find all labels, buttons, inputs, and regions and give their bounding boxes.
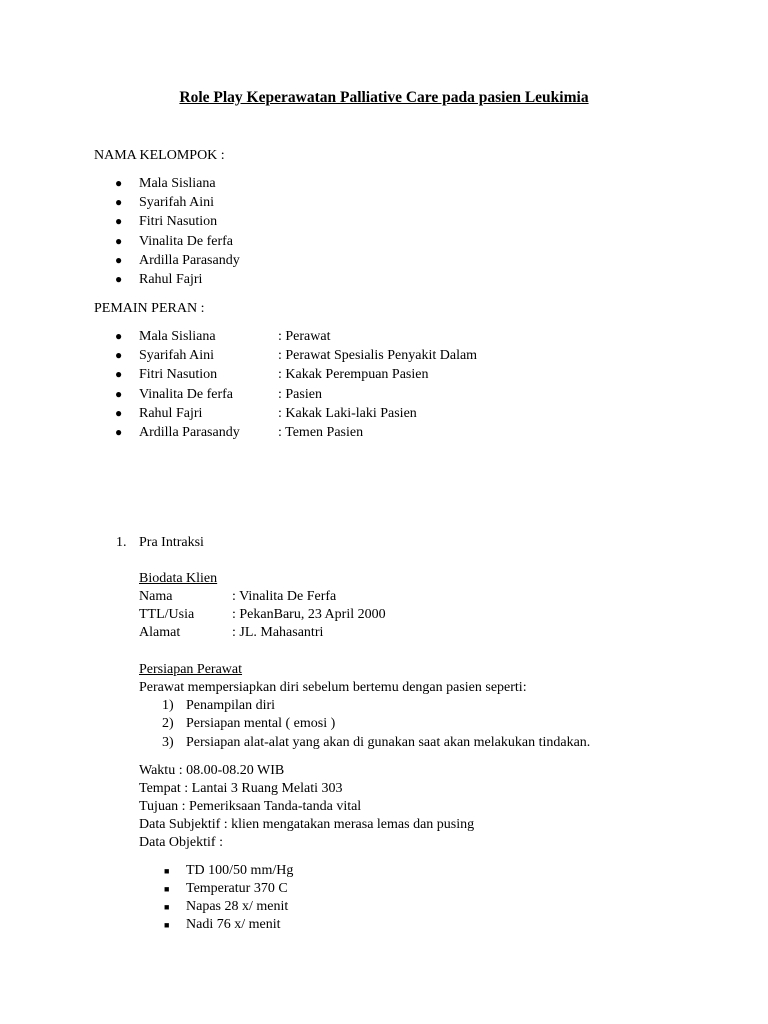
member-name: Ardilla Parasandy [139, 253, 240, 268]
player-name: Fitri Nasution [139, 367, 218, 382]
persiapan-heading [139, 660, 242, 679]
square-bullet-icon: ■ [164, 866, 170, 876]
square-bullet-icon: ■ [164, 902, 170, 912]
item-number: 3) [162, 735, 174, 750]
member-name: Rahul Fajri [139, 272, 203, 287]
player-role: : Perawat Spesialis Penyakit Dalam [278, 348, 478, 363]
bullet-dot-icon: ● [115, 329, 123, 343]
bullet-dot-icon: ● [115, 367, 123, 381]
player-name: Rahul Fajri [139, 406, 203, 421]
persiapan-heading-text: Persiapan Perawat [139, 662, 243, 677]
player-name: Syarifah Aini [139, 348, 215, 363]
member-name: Vinalita De ferfa [139, 234, 233, 249]
player-role: : Kakak Perempuan Pasien [278, 367, 429, 382]
bullet-dot-icon: ● [115, 406, 123, 420]
biodata-heading [139, 569, 217, 588]
pemain-heading: PEMAIN PERAN : [94, 301, 205, 316]
bullet-dot-icon: ● [115, 272, 123, 286]
biodata-label: TTL/Usia [139, 607, 195, 622]
bullet-dot-icon: ● [115, 387, 123, 401]
player-role: : Kakak Laki-laki Pasien [278, 406, 417, 421]
player-role: : Temen Pasien [278, 425, 364, 440]
member-name: Syarifah Aini [139, 195, 215, 210]
member-name: Fitri Nasution [139, 214, 218, 229]
item-text: Persiapan mental ( emosi ) [186, 716, 336, 731]
player-role: : Pasien [278, 387, 322, 402]
biodata-label: Alamat [139, 625, 181, 640]
vital-text: Temperatur 370 C [186, 881, 288, 896]
detail-tujuan: Tujuan : Pemeriksaan Tanda-tanda vital [139, 799, 362, 814]
vital-text: Napas 28 x/ menit [186, 899, 289, 914]
bullet-dot-icon: ● [115, 348, 123, 362]
player-name: Mala Sisliana [139, 329, 216, 344]
bullet-dot-icon: ● [115, 425, 123, 439]
biodata-label: Nama [139, 589, 173, 604]
biodata-value: : JL. Mahasantri [232, 625, 324, 640]
detail-data-objektif: Data Objektif : [139, 835, 223, 850]
vital-text: TD 100/50 mm/Hg [186, 863, 294, 878]
member-name: Mala Sisliana [139, 176, 216, 191]
document-title: Role Play Keperawatan Palliative Care pada pasien Leukimia [179, 89, 589, 106]
detail-waktu: Waktu : 08.00-08.20 WIB [139, 763, 285, 778]
item-number: 1) [162, 698, 174, 713]
biodata-value: : Vinalita De Ferfa [232, 589, 337, 604]
item-text: Penampilan diri [186, 698, 276, 713]
detail-tempat: Tempat : Lantai 3 Ruang Melati 303 [139, 781, 343, 796]
biodata-heading-text: Biodata Klien [139, 571, 218, 586]
section-heading: Pra Intraksi [139, 535, 204, 550]
square-bullet-icon: ■ [164, 920, 170, 930]
bullet-dot-icon: ● [115, 176, 123, 190]
detail-data-subjektif: Data Subjektif : klien mengatakan merasa lemas dan pusing [139, 817, 475, 832]
bullet-dot-icon: ● [115, 234, 123, 248]
bullet-dot-icon: ● [115, 214, 123, 228]
player-name: Vinalita De ferfa [139, 387, 233, 402]
item-number: 2) [162, 716, 174, 731]
persiapan-intro: Perawat mempersiapkan diri sebelum bertemu dengan pasien seperti: [139, 680, 527, 695]
section-number: 1. [116, 535, 127, 550]
bullet-dot-icon: ● [115, 253, 123, 267]
bullet-dot-icon: ● [115, 195, 123, 209]
player-role: : Perawat [278, 329, 331, 344]
kelompok-heading: NAMA KELOMPOK : [94, 148, 225, 163]
biodata-value: : PekanBaru, 23 April 2000 [232, 607, 386, 622]
square-bullet-icon: ■ [164, 884, 170, 894]
player-name: Ardilla Parasandy [139, 425, 240, 440]
item-text: Persiapan alat-alat yang akan di gunakan saat akan melakukan tindakan. [186, 735, 591, 750]
vital-text: Nadi 76 x/ menit [186, 917, 281, 932]
